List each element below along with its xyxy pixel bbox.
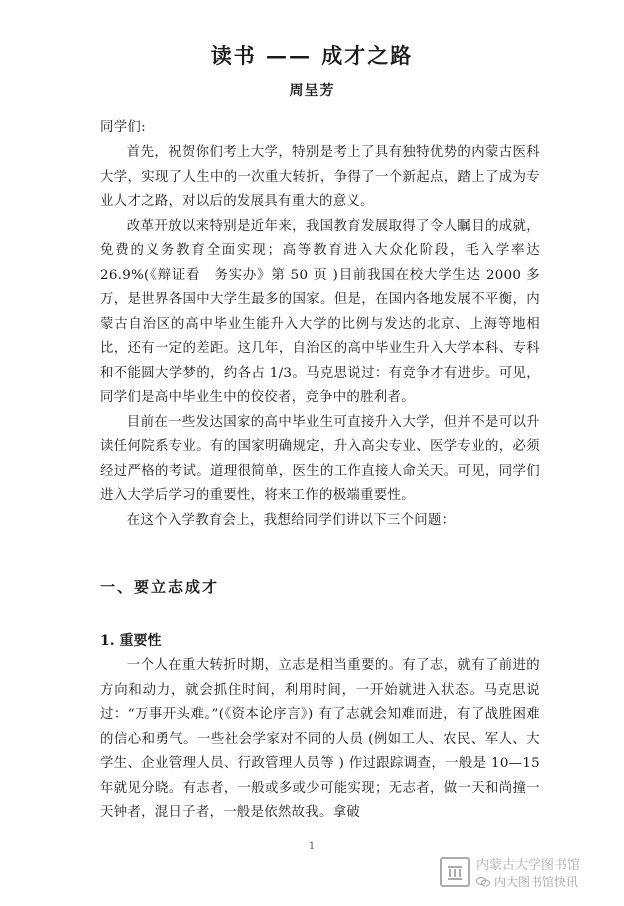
intro-paragraph: 目前在一些发达国家的高中毕业生可直接升入大学，但并不是可以升读任何院系专业。有的国家明确规定，升入高尖专业、医学专业的，必须经过严格的考试。道理很简单，医生的工作直接人命关天。可见，同学们进入大学后学习的重要性，将来工作的极端重要性。 [100,414,540,503]
section-body [100,654,540,826]
intro-paragraph: 改革开放以来特别是近年来，我国教育发展取得了令人瞩目的成就，免费的义务教育全面实现；高等教育进入大众化阶段，毛入学率达 26.9%(《辩证看 务实办》第 50 页 )目前我国在校大学生达 2000 多万，是世界各国中大学生最多的国家。但是，在国内各地发展不平衡，内蒙古自治区的高中毕业生能升入大学的比例与发达的北京、上海等地相比，还有一定的差距。这几年，自治区的高中毕业生升入大学本科、专科和不能圆大学梦的，约各占 1/3。马克思说过：有竞争才有进步。可见，同学们是高中毕业生中的佼佼者，竞争中的胜利者。 [100,218,540,405]
subsection-heading: 1. 重要性 [100,633,162,649]
document-title: 读书 —— 成才之路 [210,43,414,68]
intro-paragraph: 首先，祝贺你们考上大学，特别是考上了具有独特优势的内蒙古医科大学，实现了人生中的一次重大转折，争得了一个新起点，踏上了成为专业人才之路，对以后的发展具有重大的意义。 [100,145,540,209]
watermark-line1: 内蒙古大学图书馆 [476,858,581,873]
library-logo-icon [440,857,470,887]
watermark-line2-row [476,873,580,890]
section-paragraph: 一个人在重大转折时期，立志是相当重要的。有了志，就有了前进的方向和动力，就会抓住时间，利用时间，一开始就进入状态。马克思说过：“万事开头难。”(《资本论序言》) 有了志就会知难而进，有了战胜困难的信心和勇气。一些社会学家对不同的人员 (例如工人、农民、军人、大学生、企业管理人员、行政管理人员等 ) 作过跟踪调查，一般是 10—15 年就见分晓。有志者，一般或多或少可能实现；无志者，做一天和尚撞一天钟者，混日子者，一般是依然故我。拿破 [100,658,540,820]
section-heading: 一、要立志成才 [100,578,220,596]
page-number: 1 [308,841,316,852]
watermark-line2: 内大图书馆快讯 [494,875,579,889]
intro-section [100,141,540,533]
watermark-text [476,854,580,890]
document-author: 周呈芳 [289,83,335,99]
watermark [440,854,580,890]
wechat-icon [476,877,490,887]
greeting: 同学们: [100,120,146,135]
intro-paragraph: 在这个入学教育会上，我想给同学们讲以下三个问题： [126,512,456,528]
